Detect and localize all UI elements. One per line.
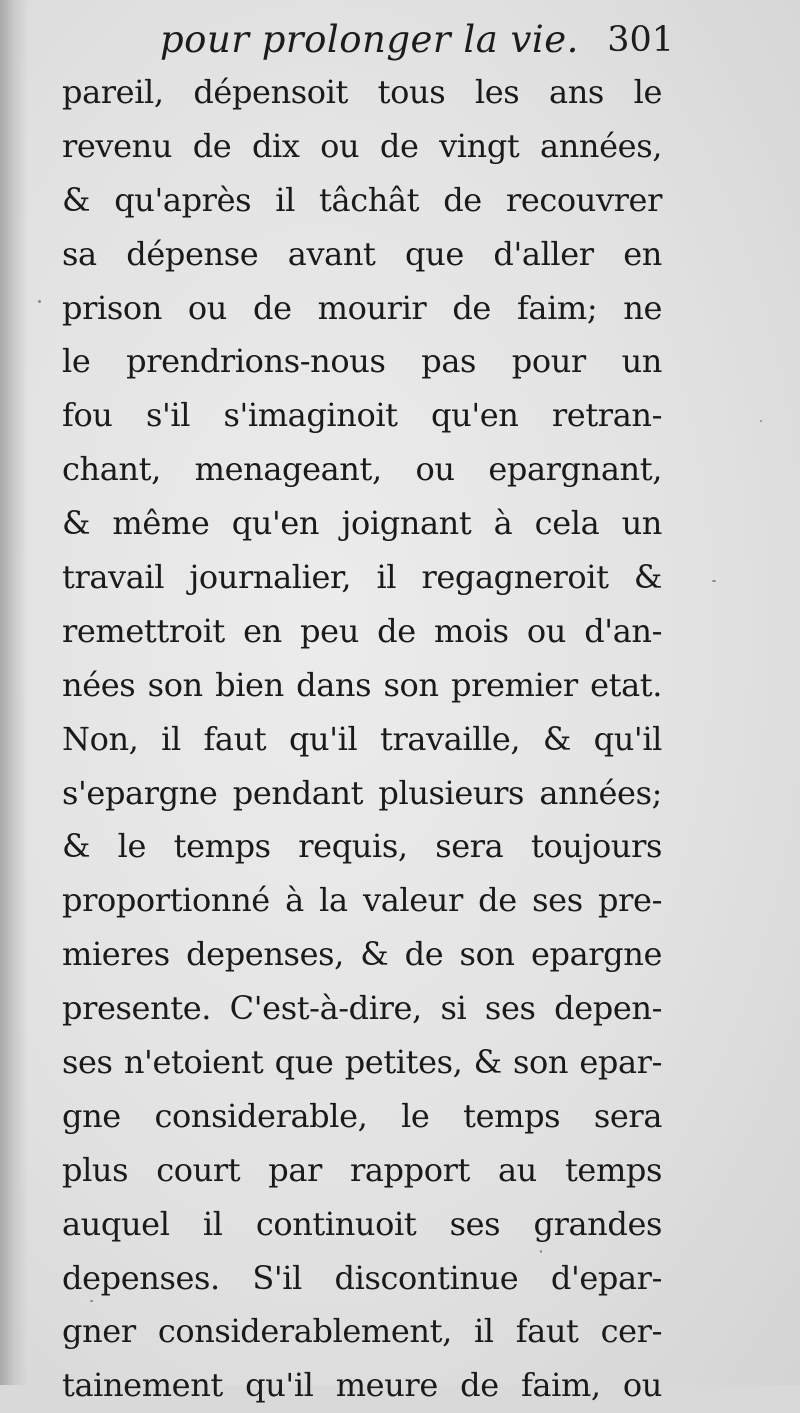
text-line: ses n'etoient que petites, & son epar- (62, 1043, 662, 1082)
paper-speck (760, 420, 762, 422)
text-line: auquel il continuoit ses grandes (62, 1204, 662, 1243)
text-line: mieres depenses, & de son epargne (62, 935, 662, 974)
text-line: revenu de dix ou de vingt années, (62, 126, 662, 165)
text-line: le prendrions-nous pas pour un (62, 342, 662, 381)
paper-speck (712, 580, 716, 582)
text-line: travail journalier, il regagneroit & (62, 558, 662, 597)
text-line: plus court par rapport au temps (62, 1150, 662, 1189)
running-head (62, 18, 674, 68)
text-line: presente. C'est-à-dire, si ses depen- (62, 989, 662, 1028)
text-line: nées son bien dans son premier etat. (62, 665, 662, 704)
page-number: 301 (607, 20, 674, 60)
text-line: & qu'après il tâchât de recouvrer (62, 180, 662, 219)
text-line: tainement qu'il meure de faim, ou (62, 1366, 662, 1405)
text-line: gne considerable, le temps sera (62, 1096, 662, 1135)
running-title: pour prolonger la vie. (160, 18, 579, 61)
text-line: gner considerablement, il faut cer- (62, 1312, 662, 1351)
text-line: depenses. S'il discontinue d'epar- (62, 1258, 662, 1297)
text-line: fou s'il s'imaginoit qu'en retran- (62, 396, 662, 435)
text-line: remettroit en peu de mois ou d'an- (62, 611, 662, 650)
text-line: s'epargne pendant plusieurs années; (62, 773, 662, 812)
text-line: Non, il faut qu'il travaille, & qu'il (62, 719, 662, 758)
text-line: chant, menageant, ou epargnant, (62, 450, 662, 489)
paper-speck (540, 1250, 542, 1253)
text-line: & même qu'en joignant à cela un (62, 504, 662, 543)
text-line: proportionné à la valeur de ses pre- (62, 881, 662, 920)
text-line: & le temps requis, sera toujours (62, 827, 662, 866)
binding-gutter-shadow (0, 0, 28, 1385)
body-text (62, 66, 662, 1413)
paper-speck (38, 300, 41, 303)
text-line: prison ou de mourir de faim; ne (62, 288, 662, 327)
paper-speck (90, 1300, 93, 1302)
text-line: pareil, dépensoit tous les ans le (62, 73, 662, 111)
text-line: sa dépense avant que d'aller en (62, 234, 662, 273)
